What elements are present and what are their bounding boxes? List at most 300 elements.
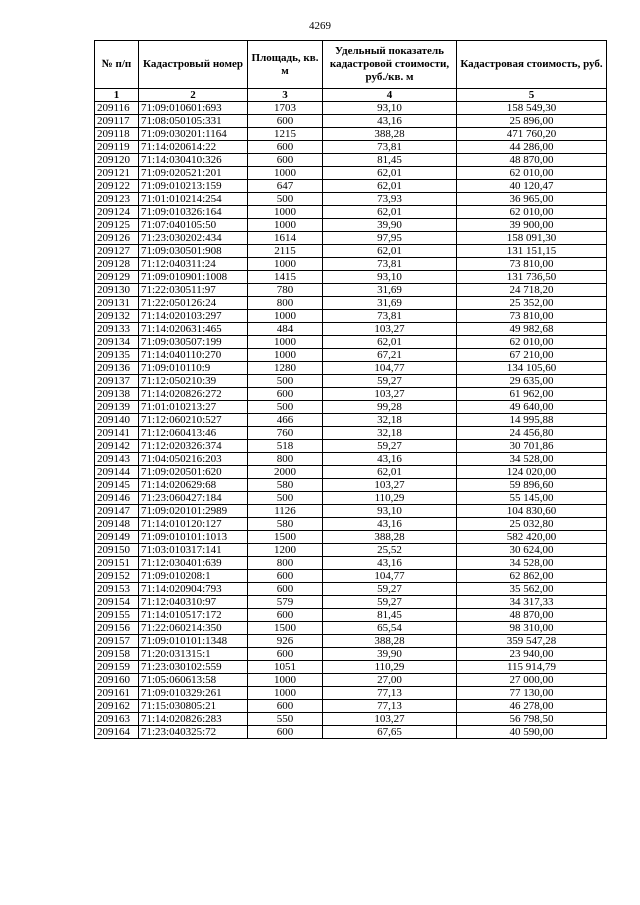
cell-row-number: 209124: [95, 206, 139, 219]
cell-unit-value: 31,69: [323, 284, 457, 297]
header-unit-value: Удельный показатель кадастровой стоимости, руб./кв. м: [323, 41, 457, 89]
table-header-row: [95, 41, 607, 89]
cell-area: 600: [248, 388, 323, 401]
cell-row-number: 209140: [95, 414, 139, 427]
table-row: [95, 466, 607, 479]
cell-unit-value: 67,21: [323, 349, 457, 362]
cell-row-number: 209119: [95, 141, 139, 154]
table-row: [95, 258, 607, 271]
cell-area: 1000: [248, 310, 323, 323]
cell-row-number: 209159: [95, 661, 139, 674]
cell-area: 1614: [248, 232, 323, 245]
cell-unit-value: 59,27: [323, 375, 457, 388]
cell-row-number: 209117: [95, 115, 139, 128]
cell-row-number: 209128: [95, 258, 139, 271]
cell-cadastral-value: 39 900,00: [457, 219, 607, 232]
cell-cadastral-value: 29 635,00: [457, 375, 607, 388]
cell-area: 600: [248, 726, 323, 739]
cell-area: 800: [248, 297, 323, 310]
cell-cadastral-value: 49 640,00: [457, 401, 607, 414]
table-row: [95, 323, 607, 336]
cell-row-number: 209152: [95, 570, 139, 583]
cell-cadastral-number: 71:07:040105:50: [139, 219, 248, 232]
header-area: Площадь, кв. м: [248, 41, 323, 89]
cell-cadastral-value: 158 549,30: [457, 102, 607, 115]
cell-area: 2115: [248, 245, 323, 258]
table-row: [95, 713, 607, 726]
cell-row-number: 209153: [95, 583, 139, 596]
table-row: [95, 193, 607, 206]
cell-area: 1051: [248, 661, 323, 674]
cell-unit-value: 73,81: [323, 258, 457, 271]
cell-area: 580: [248, 518, 323, 531]
cell-cadastral-number: 71:23:030102:559: [139, 661, 248, 674]
cell-cadastral-number: 71:09:020101:2989: [139, 505, 248, 518]
cell-cadastral-value: 25 032,80: [457, 518, 607, 531]
cell-cadastral-value: 40 120,47: [457, 180, 607, 193]
cell-cadastral-value: 56 798,50: [457, 713, 607, 726]
cell-cadastral-value: 49 982,68: [457, 323, 607, 336]
cell-unit-value: 93,10: [323, 505, 457, 518]
cell-area: 647: [248, 180, 323, 193]
cell-cadastral-value: 34 317,33: [457, 596, 607, 609]
cell-cadastral-number: 71:14:010120:127: [139, 518, 248, 531]
cell-cadastral-value: 62 010,00: [457, 336, 607, 349]
cell-unit-value: 32,18: [323, 414, 457, 427]
cell-cadastral-number: 71:14:020826:272: [139, 388, 248, 401]
cell-unit-value: 77,13: [323, 700, 457, 713]
cell-cadastral-value: 30 624,00: [457, 544, 607, 557]
cell-cadastral-number: 71:09:030201:1164: [139, 128, 248, 141]
cell-cadastral-value: 131 736,50: [457, 271, 607, 284]
cadastral-table: [94, 40, 607, 739]
cell-unit-value: 93,10: [323, 271, 457, 284]
cell-unit-value: 81,45: [323, 154, 457, 167]
cell-cadastral-number: 71:09:010326:164: [139, 206, 248, 219]
table-row: [95, 492, 607, 505]
cell-row-number: 209144: [95, 466, 139, 479]
cell-cadastral-number: 71:09:010101:1348: [139, 635, 248, 648]
cell-row-number: 209160: [95, 674, 139, 687]
cell-row-number: 209133: [95, 323, 139, 336]
cell-cadastral-value: 73 810,00: [457, 258, 607, 271]
cell-cadastral-number: 71:09:010208:1: [139, 570, 248, 583]
cell-row-number: 209147: [95, 505, 139, 518]
cell-cadastral-number: 71:09:030501:908: [139, 245, 248, 258]
cell-cadastral-value: 48 870,00: [457, 154, 607, 167]
cell-area: 600: [248, 141, 323, 154]
cell-cadastral-number: 71:12:040311:24: [139, 258, 248, 271]
cell-row-number: 209126: [95, 232, 139, 245]
cell-row-number: 209141: [95, 427, 139, 440]
table-body: [95, 102, 607, 739]
table-row: [95, 401, 607, 414]
table-row: [95, 557, 607, 570]
cell-row-number: 209142: [95, 440, 139, 453]
table-row: [95, 180, 607, 193]
cell-cadastral-value: 25 896,00: [457, 115, 607, 128]
cell-cadastral-number: 71:14:020103:297: [139, 310, 248, 323]
table-row: [95, 726, 607, 739]
cell-unit-value: 65,54: [323, 622, 457, 635]
cell-cadastral-value: 62 010,00: [457, 167, 607, 180]
cell-area: 800: [248, 557, 323, 570]
column-number: 2: [139, 89, 248, 102]
cell-cadastral-number: 71:09:010101:1013: [139, 531, 248, 544]
cell-area: 500: [248, 401, 323, 414]
cell-cadastral-value: 62 862,00: [457, 570, 607, 583]
cell-row-number: 209161: [95, 687, 139, 700]
cell-cadastral-value: 61 962,00: [457, 388, 607, 401]
cell-area: 1215: [248, 128, 323, 141]
cell-row-number: 209121: [95, 167, 139, 180]
cell-cadastral-value: 131 151,15: [457, 245, 607, 258]
cell-area: 1126: [248, 505, 323, 518]
cell-unit-value: 39,90: [323, 219, 457, 232]
table-row: [95, 622, 607, 635]
cell-row-number: 209146: [95, 492, 139, 505]
cell-unit-value: 43,16: [323, 115, 457, 128]
cell-area: 1415: [248, 271, 323, 284]
cell-unit-value: 62,01: [323, 245, 457, 258]
cell-cadastral-number: 71:09:010213:159: [139, 180, 248, 193]
cell-area: 1000: [248, 674, 323, 687]
table-row: [95, 687, 607, 700]
cell-area: 1500: [248, 622, 323, 635]
cell-unit-value: 104,77: [323, 570, 457, 583]
cell-area: 1000: [248, 167, 323, 180]
cell-unit-value: 43,16: [323, 453, 457, 466]
cell-cadastral-value: 30 701,86: [457, 440, 607, 453]
cell-area: 500: [248, 375, 323, 388]
table-row: [95, 505, 607, 518]
cell-unit-value: 73,81: [323, 141, 457, 154]
cell-area: 2000: [248, 466, 323, 479]
cell-unit-value: 103,27: [323, 323, 457, 336]
table-row: [95, 128, 607, 141]
cell-cadastral-value: 24 718,20: [457, 284, 607, 297]
cell-cadastral-number: 71:09:020521:201: [139, 167, 248, 180]
cell-row-number: 209134: [95, 336, 139, 349]
cell-area: 600: [248, 570, 323, 583]
cell-row-number: 209131: [95, 297, 139, 310]
cell-cadastral-value: 40 590,00: [457, 726, 607, 739]
cell-area: 600: [248, 648, 323, 661]
cell-row-number: 209136: [95, 362, 139, 375]
cell-area: 600: [248, 115, 323, 128]
cell-area: 1000: [248, 219, 323, 232]
table-row: [95, 349, 607, 362]
cell-cadastral-number: 71:09:030507:199: [139, 336, 248, 349]
cell-row-number: 209135: [95, 349, 139, 362]
cell-unit-value: 67,65: [323, 726, 457, 739]
table-row: [95, 648, 607, 661]
table-row: [95, 102, 607, 115]
cell-area: 1280: [248, 362, 323, 375]
cell-row-number: 209157: [95, 635, 139, 648]
cell-cadastral-value: 14 995,88: [457, 414, 607, 427]
cell-row-number: 209156: [95, 622, 139, 635]
table-row: [95, 271, 607, 284]
cell-cadastral-number: 71:14:040110:270: [139, 349, 248, 362]
cell-area: 1000: [248, 258, 323, 271]
cell-unit-value: 39,90: [323, 648, 457, 661]
cell-row-number: 209148: [95, 518, 139, 531]
cell-cadastral-value: 73 810,00: [457, 310, 607, 323]
cell-area: 466: [248, 414, 323, 427]
column-number: 1: [95, 89, 139, 102]
cell-unit-value: 62,01: [323, 167, 457, 180]
cell-area: 500: [248, 193, 323, 206]
cell-cadastral-number: 71:08:050105:331: [139, 115, 248, 128]
cell-cadastral-number: 71:04:050216:203: [139, 453, 248, 466]
header-cadastral-value: Кадастровая стоимость, руб.: [457, 41, 607, 89]
cell-cadastral-number: 71:15:030805:21: [139, 700, 248, 713]
cell-unit-value: 62,01: [323, 206, 457, 219]
cell-row-number: 209137: [95, 375, 139, 388]
cell-cadastral-value: 582 420,00: [457, 531, 607, 544]
cell-cadastral-number: 71:12:060413:46: [139, 427, 248, 440]
table-row: [95, 635, 607, 648]
cell-area: 550: [248, 713, 323, 726]
cell-unit-value: 388,28: [323, 128, 457, 141]
cell-row-number: 209151: [95, 557, 139, 570]
cell-row-number: 209150: [95, 544, 139, 557]
table-row: [95, 674, 607, 687]
cell-cadastral-value: 36 965,00: [457, 193, 607, 206]
cell-cadastral-value: 359 547,28: [457, 635, 607, 648]
table-row: [95, 206, 607, 219]
cell-row-number: 209122: [95, 180, 139, 193]
table-row: [95, 700, 607, 713]
cell-cadastral-value: 25 352,00: [457, 297, 607, 310]
cell-cadastral-number: 71:14:020904:793: [139, 583, 248, 596]
table-row: [95, 336, 607, 349]
cell-unit-value: 103,27: [323, 388, 457, 401]
cell-row-number: 209143: [95, 453, 139, 466]
cell-cadastral-number: 71:14:030410:326: [139, 154, 248, 167]
cell-cadastral-number: 71:03:010317:141: [139, 544, 248, 557]
cell-area: 1200: [248, 544, 323, 557]
table-row: [95, 154, 607, 167]
cell-unit-value: 93,10: [323, 102, 457, 115]
cell-unit-value: 73,93: [323, 193, 457, 206]
cell-cadastral-value: 59 896,60: [457, 479, 607, 492]
table-row: [95, 388, 607, 401]
cell-area: 600: [248, 583, 323, 596]
cell-unit-value: 59,27: [323, 596, 457, 609]
cell-unit-value: 97,95: [323, 232, 457, 245]
cell-cadastral-value: 55 145,00: [457, 492, 607, 505]
cell-row-number: 209130: [95, 284, 139, 297]
cell-area: 800: [248, 453, 323, 466]
cell-cadastral-number: 71:14:020826:283: [139, 713, 248, 726]
table-row: [95, 284, 607, 297]
cell-unit-value: 73,81: [323, 310, 457, 323]
cell-cadastral-number: 71:09:020501:620: [139, 466, 248, 479]
table-row: [95, 583, 607, 596]
cell-unit-value: 59,27: [323, 440, 457, 453]
cell-row-number: 209155: [95, 609, 139, 622]
cell-area: 600: [248, 154, 323, 167]
table-row: [95, 518, 607, 531]
cell-cadastral-value: 48 870,00: [457, 609, 607, 622]
cell-cadastral-value: 35 562,00: [457, 583, 607, 596]
cell-area: 580: [248, 479, 323, 492]
table-row: [95, 544, 607, 557]
cell-row-number: 209118: [95, 128, 139, 141]
table-row: [95, 297, 607, 310]
table-row: [95, 115, 607, 128]
table-row: [95, 570, 607, 583]
cell-row-number: 209132: [95, 310, 139, 323]
cell-row-number: 209139: [95, 401, 139, 414]
cell-area: 760: [248, 427, 323, 440]
cell-area: 600: [248, 700, 323, 713]
cell-unit-value: 43,16: [323, 557, 457, 570]
cell-cadastral-value: 471 760,20: [457, 128, 607, 141]
cell-row-number: 209127: [95, 245, 139, 258]
cell-cadastral-number: 71:01:010214:254: [139, 193, 248, 206]
cell-area: 500: [248, 492, 323, 505]
table-row: [95, 479, 607, 492]
cell-cadastral-number: 71:12:020326:374: [139, 440, 248, 453]
cell-area: 1000: [248, 349, 323, 362]
cell-row-number: 209158: [95, 648, 139, 661]
cell-row-number: 209145: [95, 479, 139, 492]
cell-cadastral-value: 67 210,00: [457, 349, 607, 362]
cell-cadastral-number: 71:20:031315:1: [139, 648, 248, 661]
cell-cadastral-value: 34 528,00: [457, 557, 607, 570]
column-number: 3: [248, 89, 323, 102]
cell-cadastral-number: 71:12:040310:97: [139, 596, 248, 609]
cell-cadastral-number: 71:09:010329:261: [139, 687, 248, 700]
cell-cadastral-value: 98 310,00: [457, 622, 607, 635]
cell-unit-value: 103,27: [323, 713, 457, 726]
table-row: [95, 141, 607, 154]
cell-cadastral-number: 71:12:030401:639: [139, 557, 248, 570]
cell-cadastral-value: 44 286,00: [457, 141, 607, 154]
cell-unit-value: 32,18: [323, 427, 457, 440]
cell-cadastral-number: 71:01:010213:27: [139, 401, 248, 414]
cell-area: 926: [248, 635, 323, 648]
table-row: [95, 596, 607, 609]
header-cadastral-number: Кадастровый номер: [139, 41, 248, 89]
cell-row-number: 209163: [95, 713, 139, 726]
cell-cadastral-number: 71:09:010110:9: [139, 362, 248, 375]
cell-cadastral-number: 71:14:020631:465: [139, 323, 248, 336]
cell-unit-value: 103,27: [323, 479, 457, 492]
table-row: [95, 453, 607, 466]
cell-area: 780: [248, 284, 323, 297]
table-row: [95, 362, 607, 375]
column-number: 5: [457, 89, 607, 102]
cell-row-number: 209162: [95, 700, 139, 713]
cell-cadastral-value: 34 528,00: [457, 453, 607, 466]
column-number: 4: [323, 89, 457, 102]
cell-row-number: 209154: [95, 596, 139, 609]
cell-cadastral-number: 71:09:010601:693: [139, 102, 248, 115]
cell-area: 579: [248, 596, 323, 609]
cell-area: 484: [248, 323, 323, 336]
table-row: [95, 167, 607, 180]
cell-cadastral-number: 71:22:030511:97: [139, 284, 248, 297]
cell-cadastral-value: 115 914,79: [457, 661, 607, 674]
cell-cadastral-number: 71:23:030202:434: [139, 232, 248, 245]
cell-cadastral-value: 27 000,00: [457, 674, 607, 687]
header-row-number: № п/п: [95, 41, 139, 89]
cell-unit-value: 25,52: [323, 544, 457, 557]
cell-cadastral-number: 71:14:010517:172: [139, 609, 248, 622]
column-number-row: [95, 89, 607, 102]
cell-row-number: 209120: [95, 154, 139, 167]
table-row: [95, 232, 607, 245]
cell-cadastral-number: 71:14:020629:68: [139, 479, 248, 492]
table-row: [95, 661, 607, 674]
cell-unit-value: 62,01: [323, 180, 457, 193]
cell-area: 1703: [248, 102, 323, 115]
table-row: [95, 245, 607, 258]
cell-area: 1500: [248, 531, 323, 544]
cell-cadastral-number: 71:22:060214:350: [139, 622, 248, 635]
cell-cadastral-number: 71:12:060210:527: [139, 414, 248, 427]
cell-unit-value: 62,01: [323, 466, 457, 479]
cell-row-number: 209125: [95, 219, 139, 232]
cell-cadastral-number: 71:23:060427:184: [139, 492, 248, 505]
table-row: [95, 414, 607, 427]
cell-area: 1000: [248, 687, 323, 700]
cell-unit-value: 59,27: [323, 583, 457, 596]
cell-row-number: 209164: [95, 726, 139, 739]
table-row: [95, 375, 607, 388]
cell-cadastral-number: 71:05:060613:58: [139, 674, 248, 687]
cell-unit-value: 388,28: [323, 531, 457, 544]
cell-row-number: 209149: [95, 531, 139, 544]
table-row: [95, 531, 607, 544]
cell-area: 600: [248, 609, 323, 622]
cell-unit-value: 62,01: [323, 336, 457, 349]
cell-cadastral-value: 124 020,00: [457, 466, 607, 479]
table-row: [95, 609, 607, 622]
cell-row-number: 209116: [95, 102, 139, 115]
cell-area: 1000: [248, 336, 323, 349]
cell-row-number: 209138: [95, 388, 139, 401]
cell-unit-value: 31,69: [323, 297, 457, 310]
cell-cadastral-value: 46 278,00: [457, 700, 607, 713]
table-row: [95, 427, 607, 440]
cell-row-number: 209123: [95, 193, 139, 206]
cell-cadastral-number: 71:12:050210:39: [139, 375, 248, 388]
cell-cadastral-number: 71:14:020614:22: [139, 141, 248, 154]
cell-cadastral-value: 23 940,00: [457, 648, 607, 661]
cell-cadastral-value: 134 105,60: [457, 362, 607, 375]
cell-area: 1000: [248, 206, 323, 219]
cell-unit-value: 388,28: [323, 635, 457, 648]
cell-row-number: 209129: [95, 271, 139, 284]
page-number: 4269: [309, 20, 331, 32]
cell-cadastral-value: 158 091,30: [457, 232, 607, 245]
cell-cadastral-value: 24 456,80: [457, 427, 607, 440]
cell-cadastral-value: 77 130,00: [457, 687, 607, 700]
cell-cadastral-value: 104 830,60: [457, 505, 607, 518]
table-row: [95, 219, 607, 232]
cell-area: 518: [248, 440, 323, 453]
cell-unit-value: 110,29: [323, 492, 457, 505]
cell-cadastral-number: 71:09:010901:1008: [139, 271, 248, 284]
cell-unit-value: 110,29: [323, 661, 457, 674]
cell-unit-value: 81,45: [323, 609, 457, 622]
cell-unit-value: 99,28: [323, 401, 457, 414]
